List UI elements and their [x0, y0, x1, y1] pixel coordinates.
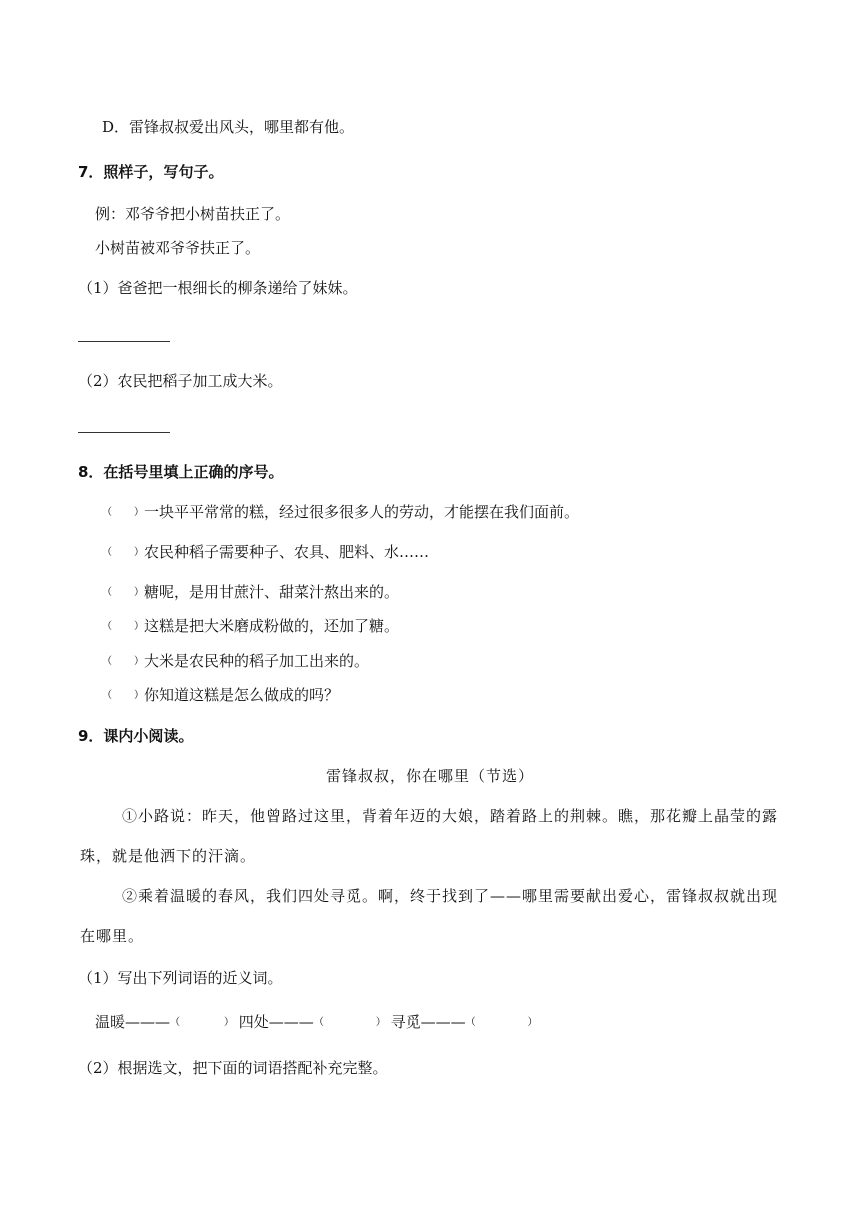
synonym-word: 四处———: [238, 1013, 314, 1031]
synonym-row: [95, 1012, 538, 1033]
passage-paragraph-2: ②乘着温暖的春风，我们四处寻觅。啊，终于找到了——哪里需要献出爱心，雷锋叔叔就出现在哪里。: [80, 887, 779, 945]
q6-option-d: D．雷锋叔叔爱出风头，哪里都有他。: [102, 118, 355, 136]
q8-item: [102, 542, 429, 563]
q8-item-text: 大米是农民种的稻子加工出来的。: [144, 652, 370, 670]
answer-bracket-close[interactable]: ）: [224, 1017, 235, 1028]
q7-answer-line-2[interactable]: [78, 432, 170, 433]
answer-bracket-open[interactable]: （: [313, 1017, 324, 1028]
q8-item: [102, 502, 579, 523]
answer-bracket-close[interactable]: ）: [375, 1017, 386, 1028]
answer-bracket-open[interactable]: （: [465, 1017, 476, 1028]
answer-bracket-close[interactable]: ）: [134, 621, 144, 632]
q8-item: [102, 616, 399, 637]
q8-item: [102, 582, 399, 603]
answer-bracket-close[interactable]: ）: [134, 656, 144, 667]
synonym-word: 寻觅———: [390, 1013, 466, 1031]
passage-title: 雷锋叔叔，你在哪里（节选）: [325, 767, 534, 785]
q8-item: [102, 685, 339, 706]
answer-bracket-open[interactable]: （: [102, 587, 112, 598]
answer-bracket-close[interactable]: ）: [134, 587, 144, 598]
answer-bracket-close[interactable]: ）: [134, 507, 144, 518]
q7-item-1: （1）爸爸把一根细长的柳条递给了妹妹。: [78, 279, 358, 297]
q8-item-text: 你知道这糕是怎么做成的吗？: [144, 686, 340, 704]
answer-bracket-open[interactable]: （: [102, 656, 112, 667]
passage-paragraph-1: ①小路说：昨天，他曾路过这里，背着年迈的大娘，踏着路上的荆棘。瞧，那花瓣上晶莹的露珠，就是他洒下的汗滴。: [80, 807, 779, 865]
answer-bracket-close[interactable]: ）: [527, 1017, 538, 1028]
answer-bracket-open[interactable]: （: [102, 690, 112, 701]
answer-bracket-open[interactable]: （: [102, 547, 112, 558]
synonym-word: 温暖———: [95, 1013, 171, 1031]
q9-sub-1: （1）写出下列词语的近义词。: [78, 969, 283, 987]
q8-item-text: 一块平平常常的糕，经过很多很多人的劳动，才能摆在我们面前。: [144, 503, 580, 521]
q8-item-text: 这糕是把大米磨成粉做的，还加了糖。: [144, 617, 400, 635]
q7-example-1: 例：邓爷爷把小树苗扶正了。: [95, 205, 291, 223]
answer-bracket-open[interactable]: （: [102, 507, 112, 518]
answer-bracket-open[interactable]: （: [170, 1017, 181, 1028]
q8-item-text: 农民种稻子需要种子、农具、肥料、水……: [144, 543, 430, 561]
q7-item-2: （2）农民把稻子加工成大米。: [78, 372, 283, 390]
q7-example-2: 小树苗被邓爷爷扶正了。: [95, 239, 261, 257]
q9-heading: 9．课内小阅读。: [78, 727, 194, 745]
q8-heading: 8．在括号里填上正确的序号。: [78, 463, 284, 481]
q7-heading: 7．照样子，写句子。: [78, 163, 224, 181]
q9-sub-2: （2）根据选文，把下面的词语搭配补充完整。: [78, 1059, 388, 1077]
q8-item-text: 糖呢，是用甘蔗汁、甜菜汁熬出来的。: [144, 583, 400, 601]
answer-bracket-open[interactable]: （: [102, 621, 112, 632]
q8-item: [102, 651, 369, 672]
answer-bracket-close[interactable]: ）: [134, 547, 144, 558]
q7-answer-line-1[interactable]: [78, 341, 170, 342]
answer-bracket-close[interactable]: ）: [134, 690, 144, 701]
